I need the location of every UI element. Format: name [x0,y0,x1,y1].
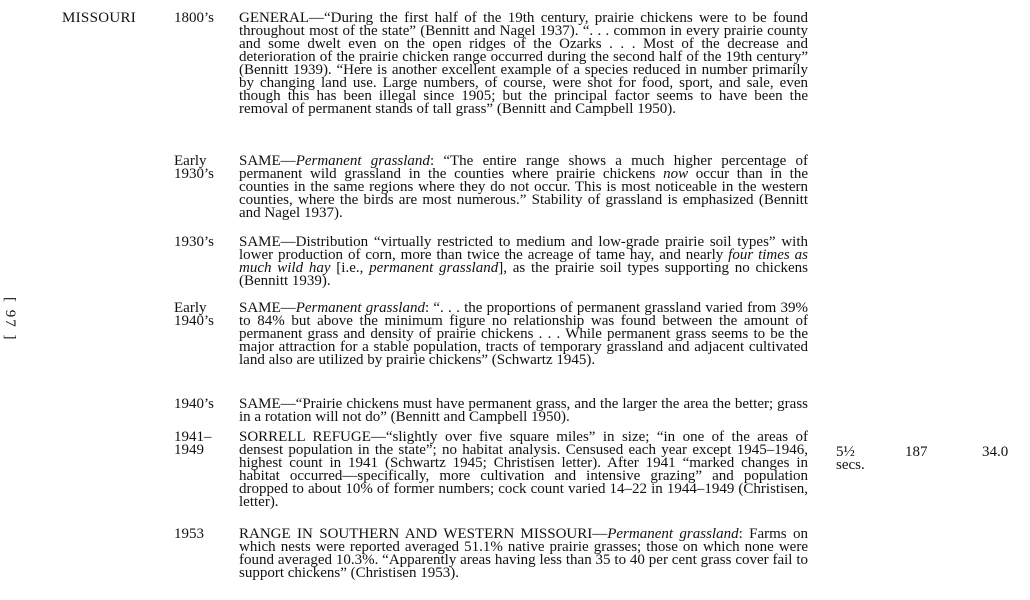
entry-text: SAME—Permanent grassland: “. . . the proportions of permanent grassland varied from 39% to 84% but above the minimum figure no relationship was found between the amount of permanent grass and density of prairie chickens . . . While permanent grass seems to be the major attraction for a stable population, tracts of temporary grassland and adjacent cultivated land also are utilized by prairie chickens” (Schwartz 1945). [239,300,808,368]
entry-date: 1953 [174,526,204,542]
area-value: 5½ secs. [836,444,865,473]
entry-date: 1800’s [174,10,215,26]
entry-date: 1940’s [174,396,215,412]
entry-date: 1941– 1949 [174,429,212,458]
state-heading: MISSOURI [62,10,137,26]
count-value: 187 [905,444,928,460]
entry-text: SORRELL REFUGE—“slightly over five square miles” in size; “in one of the areas of densest population in the state”; no habitat analysis. Censused each year except 1945–1946, highest count in 1941 (Schwartz 1945; Christisen letter). After 1941 “marked changes in habitat occurred—specifically, more cultivation and intensive grazing” and population dropped to about 10% of former numbers; cock count varied 14–22 in 1944–1949 (Christisen, letter). [239,429,808,510]
entry-text: SAME—Permanent grassland: “The entire range shows a much higher percentage of permanent wild grassland in the counties where prairie chickens now occur than in the counties in the same regions where they do not occur. This is most noticeable in the western counties, where the birds are most numerous.” Stability of grassland is emphasized (Bennitt and Nagel 1937). [239,153,809,221]
page-number: [ 97 ] [2,297,18,342]
density-value: 34.0 [982,444,1009,460]
entry-date: Early 1930’s [174,153,215,182]
entry-text: GENERAL—“During the first half of the 19th century, prairie chickens were to be found throughout most of the state” (Bennitt and Nagel 1937). “. . . common in every prairie county and some dwelt even on the open ridges of the Ozarks . . . Most of the decrease and deterioration of the prairie chicken range occurred during the second half of the 19th century” (Bennitt 1939). “Here is another excellent example of a species reduced in number primarily by changing land use. Large numbers, of course, were shot for food, sport, and sale, even though this has been illegal since 1905; but the principal factor seems to have been the removal of permanent stands of tall grass” (Bennitt and Campbell 1950). [239,10,808,117]
entry-text: RANGE IN SOUTHERN AND WESTERN MISSOURI—Permanent grassland: Farms on which nests were reported averaged 51.1% native prairie grasses; those on which none were found averaged 10.3%. “Apparently areas having less than 35 to 40 per cent grass cover fail to support chickens” (Christisen 1953). [239,526,809,581]
entry-date: 1930’s [174,234,215,250]
entry-date: Early 1940’s [174,300,215,329]
entry-text: SAME—“Prairie chickens must have permanent grass, and the larger the area the better; grass in a rotation will not do” (Bennitt and Campbell 1950). [239,396,808,425]
entry-text: SAME—Distribution “virtually restricted to medium and low-grade prairie soil types” with lower production of corn, more than twice the acreage of tame hay, and nearly four times as much wild hay [i.e., permanent grassland], as the prairie soil types supporting no chickens (Bennitt 1939). [239,234,808,289]
